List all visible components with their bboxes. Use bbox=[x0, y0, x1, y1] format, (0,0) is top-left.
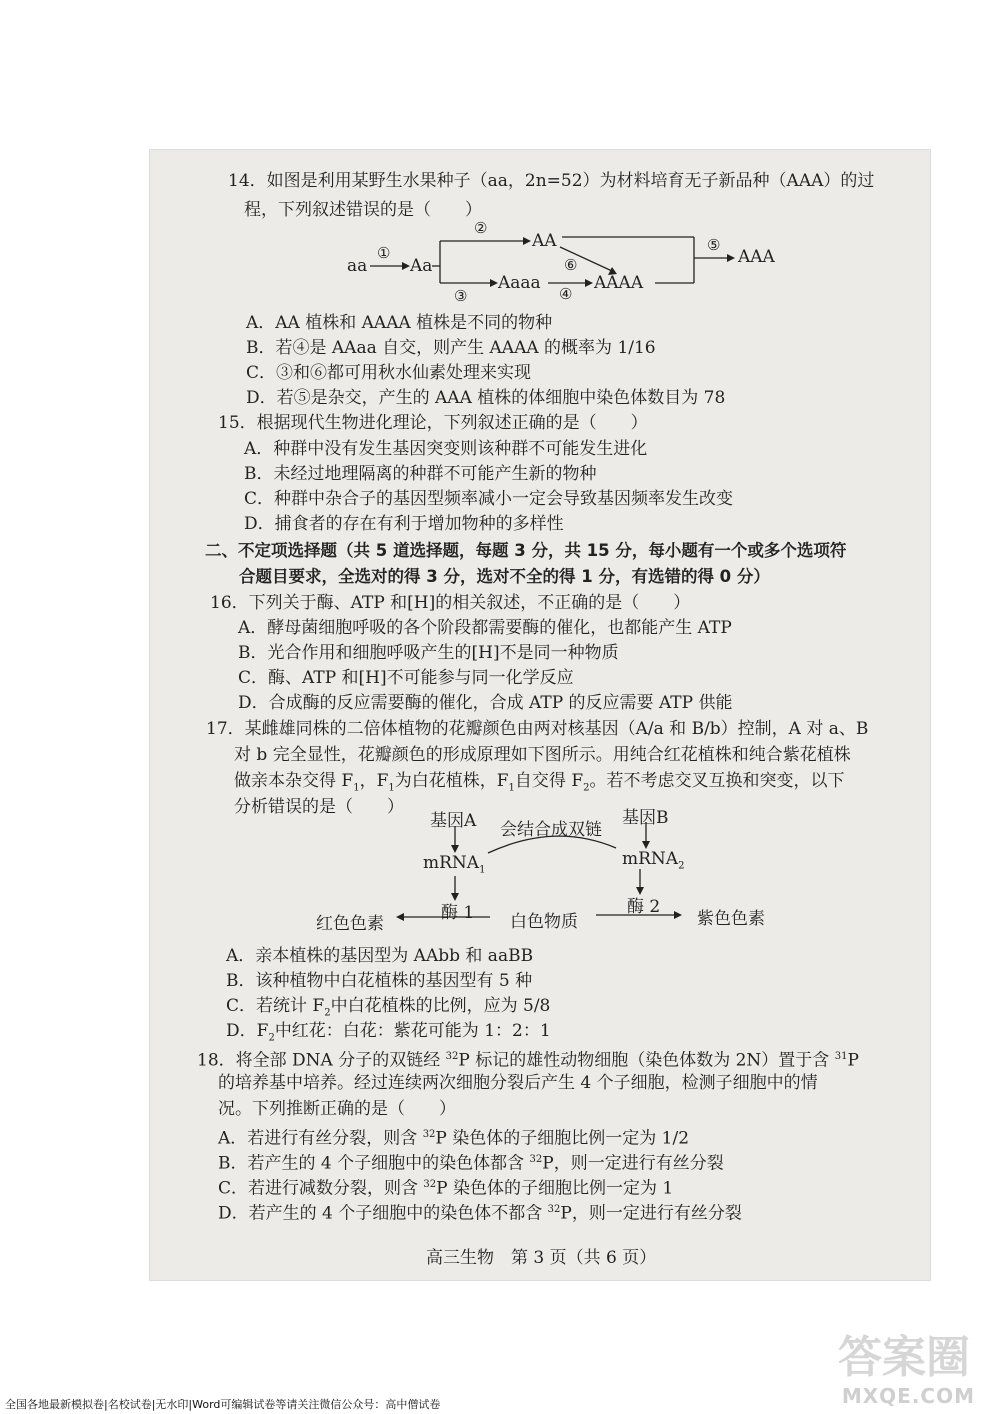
q15-option-c: C．种群中杂合子的基因型频率减小一定会导致基因频率发生改变 bbox=[244, 489, 734, 509]
q17-option-d: D．$F_2$中红花：白花：紫花可能为 1：2：1 bbox=[226, 1021, 551, 1044]
purple-pigment-label: 紫色色素 bbox=[697, 909, 765, 929]
q14-option-a: A．AA 植株和 AAAA 植株是不同的物种 bbox=[246, 313, 553, 333]
q18-stem-line1: 18．将全部 DNA 分子的双链经 $^{32}$P 标记的雄性动物细胞（染色体数为 2N）置于含 $^{31}$P bbox=[197, 1050, 859, 1071]
q14-stem-line2: 程，下列叙述错误的是（ ） bbox=[244, 200, 482, 220]
q15-option-d: D．捕食者的存在有利于增加物种的多样性 bbox=[244, 514, 564, 534]
gene-a-label: 基因A bbox=[430, 811, 477, 831]
section2-header-line1: 二、不定项选择题（共 5 道选择题，每题 3 分，共 15 分，每小题有一个或多个选项符 bbox=[205, 541, 847, 560]
label-3: ③ bbox=[454, 287, 468, 305]
double-strand-label: 会结合成双链 bbox=[500, 820, 602, 840]
label-1: ① bbox=[377, 244, 391, 262]
bottom-promo-text: 全国各地最新模拟卷|名校试卷|无水印|Word可编辑试卷等请关注微信公众号：高中僧试卷 bbox=[5, 1398, 441, 1411]
q14-stem-line1: 14．如图是利用某野生水果种子（aa，2n=52）为材料培育无子新品种（AAA）的过 bbox=[228, 171, 875, 191]
q17-option-b: B．该种植物中白花植株的基因型有 5 种 bbox=[226, 971, 533, 991]
node-aa: aa bbox=[347, 256, 368, 276]
svg-text:答案圈: 答案圈 bbox=[838, 1332, 970, 1383]
q15-option-b: B．未经过地理隔离的种群不可能产生新的物种 bbox=[244, 464, 597, 484]
q16-stem: 16．下列关于酶、ATP 和[H]的相关叙述，不正确的是（ ） bbox=[210, 593, 691, 613]
label-5: ⑤ bbox=[707, 236, 721, 254]
gene-b-label: 基因B bbox=[622, 808, 669, 828]
node-Aaaa: Aaaa bbox=[498, 273, 541, 293]
q17-option-a: A．亲本植株的基因型为 AAbb 和 aaBB bbox=[226, 946, 534, 966]
label-4: ④ bbox=[559, 285, 573, 303]
q17-stem-line3: 做亲本杂交得 $F_1$，$F_1$为白花植株，$F_1$自交得 $F_2$。若不考虑交叉互换和突变，以下 bbox=[234, 771, 845, 794]
watermark-url: MXQE.COM bbox=[841, 1384, 975, 1408]
q16-option-b: B．光合作用和细胞呼吸产生的[H]不是同一种物质 bbox=[238, 643, 619, 663]
q17-stem-line2: 对 b 完全显性，花瓣颜色的形成原理如下图所示。用纯合红花植株和纯合紫花植株 bbox=[234, 745, 851, 765]
node-AA: AA bbox=[532, 231, 557, 251]
mrna1-label: mRNA$_1$ bbox=[423, 853, 486, 876]
node-AAAA: AAAA bbox=[594, 273, 644, 293]
q14-option-c: C．③和⑥都可用秋水仙素处理来实现 bbox=[246, 363, 532, 383]
node-Aa: Aa bbox=[410, 256, 433, 276]
q16-option-d: D．合成酶的反应需要酶的催化，合成 ATP 的反应需要 ATP 供能 bbox=[238, 693, 733, 713]
q14-option-b: B．若④是 AAaa 自交，则产生 AAAA 的概率为 1/16 bbox=[246, 338, 656, 358]
mrna2-label: mRNA$_2$ bbox=[622, 849, 685, 872]
q18-option-c: C．若进行减数分裂，则含 $^{32}$P 染色体的子细胞比例一定为 1 bbox=[218, 1178, 674, 1199]
q17-option-c: C．若统计 $F_2$中白花植株的比例，应为 5/8 bbox=[226, 996, 551, 1019]
enzyme1-label: 酶 1 bbox=[441, 903, 475, 923]
section2-header-line2: 合题目要求，全选对的得 3 分，选对不全的得 1 分，有选错的得 0 分） bbox=[239, 567, 770, 586]
red-pigment-label: 红色色素 bbox=[316, 914, 384, 934]
label-2: ② bbox=[474, 219, 488, 237]
q14-option-d: D．若⑤是杂交，产生的 AAA 植株的体细胞中染色体数目为 78 bbox=[246, 388, 726, 408]
q17-stem-line4: 分析错误的是（ ） bbox=[234, 797, 404, 817]
page-footer: 高三生物 第 3 页（共 6 页） bbox=[426, 1248, 657, 1268]
q16-option-c: C．酶、ATP 和[H]不可能参与同一化学反应 bbox=[238, 668, 574, 688]
q16-option-a: A．酵母菌细胞呼吸的各个阶段都需要酶的催化，也都能产生 ATP bbox=[238, 618, 732, 638]
white-substance-label: 白色物质 bbox=[510, 912, 578, 932]
q15-option-a: A．种群中没有发生基因突变则该种群不可能发生进化 bbox=[244, 439, 648, 459]
q18-stem-line2: 的培养基中培养。经过连续两次细胞分裂后产生 4 个子细胞，检测子细胞中的情 bbox=[218, 1073, 818, 1093]
q18-option-b: B．若产生的 4 个子细胞中的染色体都含 $^{32}$P，则一定进行有丝分裂 bbox=[218, 1153, 724, 1174]
q18-option-a: A．若进行有丝分裂，则含 $^{32}$P 染色体的子细胞比例一定为 1/2 bbox=[218, 1128, 690, 1149]
node-AAA: AAA bbox=[738, 247, 775, 267]
q17-stem-line1: 17．某雌雄同株的二倍体植物的花瓣颜色由两对核基因（A/a 和 B/b）控制，A 对 a、B bbox=[206, 719, 869, 739]
q15-stem: 15．根据现代生物进化理论，下列叙述正确的是（ ） bbox=[218, 413, 648, 433]
enzyme2-label: 酶 2 bbox=[627, 897, 661, 917]
q18-stem-line3: 况。下列推断正确的是（ ） bbox=[218, 1099, 456, 1119]
q18-option-d: D．若产生的 4 个子细胞中的染色体不都含 $^{32}$P，则一定进行有丝分裂 bbox=[218, 1203, 742, 1224]
label-6: ⑥ bbox=[564, 256, 578, 274]
